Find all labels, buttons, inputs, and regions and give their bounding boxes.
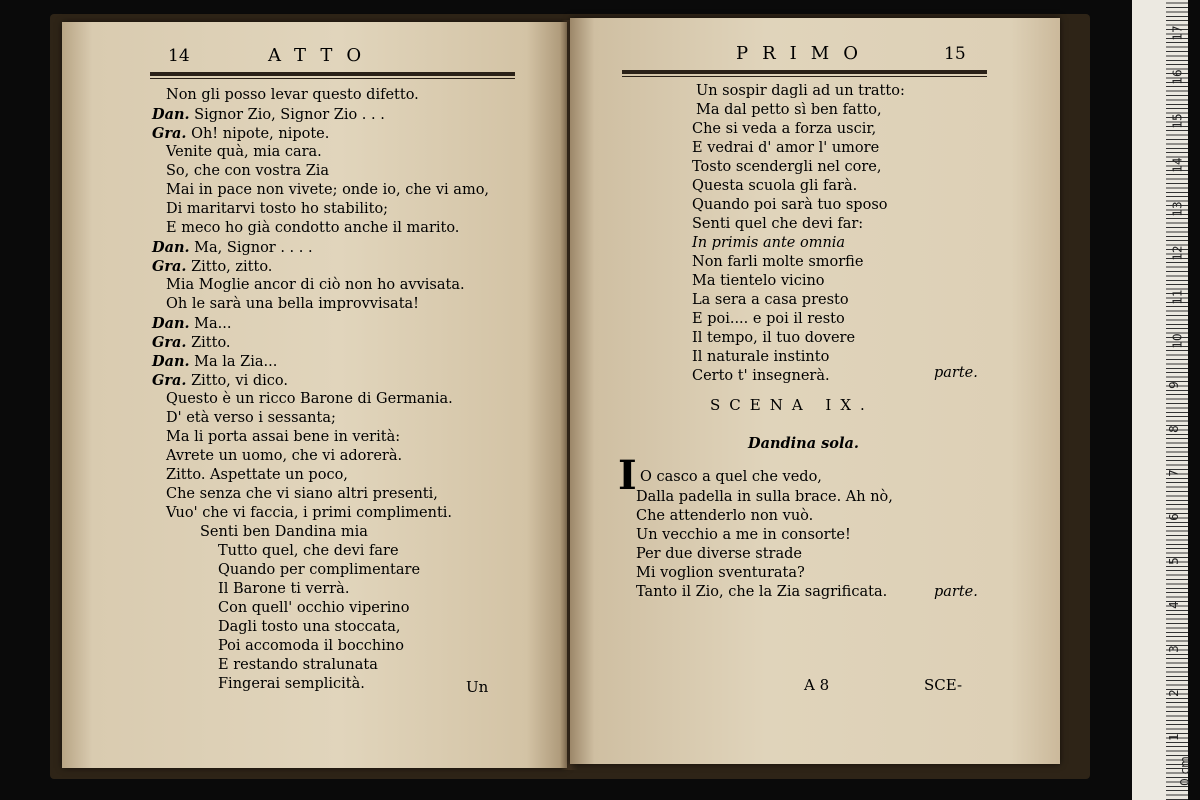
ruler-number: 7 xyxy=(1166,469,1181,477)
ruler-number: 14 xyxy=(1170,157,1185,173)
verse-line: Gra. Zitto, zitto. xyxy=(152,258,273,275)
speaker-label: Gra. xyxy=(152,372,187,389)
verse-line: Oh le sarà una bella improvvisata! xyxy=(166,296,419,312)
signature-mark: A 8 xyxy=(804,676,830,694)
verse-line: La sera a casa presto xyxy=(692,292,849,308)
verse-line: Zitto. Aspettate un poco, xyxy=(166,467,348,483)
verse-line: Non farli molte smorfie xyxy=(692,254,864,270)
verse-line: Senti quel che devi far: xyxy=(692,216,864,232)
verse-line: Dan. Ma... xyxy=(152,315,232,332)
ruler-number: 5 xyxy=(1166,557,1181,565)
verse-line: Questa scuola gli farà. xyxy=(692,178,858,194)
verse-line: Ma tientelo vicino xyxy=(692,273,825,289)
verse-line: E vedrai d' amor l' umore xyxy=(692,140,880,156)
verse-line: In primis ante omnia xyxy=(692,235,846,251)
verse-line: Gra. Zitto. xyxy=(152,334,231,351)
verse-line: Dan. Ma la Zia... xyxy=(152,353,278,370)
scene-subtitle: Dandina sola. xyxy=(748,435,859,452)
verse-line: Vuo' che vi faccia, i primi complimenti. xyxy=(166,505,453,521)
verse-line: Per due diverse strade xyxy=(636,546,802,562)
verse-line: So, che con vostra Zia xyxy=(166,163,330,179)
left-running-header: ATTO xyxy=(268,45,376,66)
verse-line: Poi accomoda il bocchino xyxy=(218,638,404,654)
ruler-number: 16 xyxy=(1170,69,1185,85)
verse-line: Tanto il Zio, che la Zia sagrificata. xyxy=(636,584,888,600)
verse-line: Dan. Signor Zio, Signor Zio . . . xyxy=(152,106,385,123)
right-catchword: SCE- xyxy=(924,676,963,694)
left-header-rule xyxy=(150,72,515,76)
scene-title: SCENA IX. xyxy=(710,396,874,414)
speaker-label: Gra. xyxy=(152,334,187,351)
ruler-number: 1 xyxy=(1166,733,1181,741)
verse-line: Il naturale instinto xyxy=(692,349,830,365)
speaker-label: Dan. xyxy=(152,315,190,332)
ruler-number: 6 xyxy=(1166,513,1181,521)
verse-line: Quando per complimentare xyxy=(218,562,421,578)
verse-line: Che senza che vi siano altri presenti, xyxy=(166,486,438,502)
verse-line: Avrete un uomo, che vi adorerà. xyxy=(166,448,403,464)
right-page-number: 15 xyxy=(944,44,966,64)
ruler-number: 2 xyxy=(1166,689,1181,697)
ruler-face xyxy=(1132,0,1166,800)
verse-line: Un vecchio a me in consorte! xyxy=(636,527,851,543)
verse-line: Dan. Ma, Signor . . . . xyxy=(152,239,313,256)
verse-line: Gra. Oh! nipote, nipote. xyxy=(152,125,330,142)
left-header-rule-thin xyxy=(150,78,515,79)
verse-line: Tosto scendergli nel core, xyxy=(692,159,882,175)
verse-line: D' età verso i sessanta; xyxy=(166,410,336,426)
verse-line: Mi voglion sventurata? xyxy=(636,565,805,581)
ruler-number: 10 xyxy=(1170,333,1185,349)
right-running-header: PRIMO xyxy=(736,43,872,64)
verse-line: Ma li porta assai bene in verità: xyxy=(166,429,401,445)
exit-note: parte. xyxy=(934,365,978,381)
verse-line: E poi.... e poi il resto xyxy=(692,311,845,327)
verse-line: Non gli posso levar questo difetto. xyxy=(166,87,419,103)
verse-line: Che si veda a forza uscir, xyxy=(692,121,877,137)
speaker-label: Dan. xyxy=(152,353,190,370)
exit-note: parte. xyxy=(934,584,978,600)
ruler-number: 4 xyxy=(1166,601,1181,609)
ruler-number: 12 xyxy=(1170,245,1185,261)
verse-line: Con quell' occhio viperino xyxy=(218,600,410,616)
left-page-number: 14 xyxy=(168,46,190,66)
verse-line: Di maritarvi tosto ho stabilito; xyxy=(166,201,389,217)
ruler-number: 17 xyxy=(1170,25,1185,41)
left-catchword: Un xyxy=(466,678,489,696)
verse-line: Dalla padella in sulla brace. Ah nò, xyxy=(636,489,893,505)
verse-line: Fingerai semplicità. xyxy=(218,676,365,692)
verse-line: Un sospir dagli ad un tratto: xyxy=(696,83,905,99)
verse-line: Quando poi sarà tuo sposo xyxy=(692,197,888,213)
drop-cap: I xyxy=(618,452,637,499)
speaker-label: Gra. xyxy=(152,258,187,275)
verse-line: Che attenderlo non vuò. xyxy=(636,508,814,524)
verse-line: Mai in pace non vivete; onde io, che vi amo, xyxy=(166,182,490,198)
ruler-number: 11 xyxy=(1170,289,1185,305)
right-header-rule xyxy=(622,70,987,74)
speaker-label: Dan. xyxy=(152,106,190,123)
verse-line: Tutto quel, che devi fare xyxy=(218,543,399,559)
ruler-number: 3 xyxy=(1166,645,1181,653)
verse-line: Dagli tosto una stoccata, xyxy=(218,619,401,635)
ruler-number: 15 xyxy=(1170,113,1185,129)
verse-line: Il Barone ti verrà. xyxy=(218,581,350,597)
verse-line: O casco a quel che vedo, xyxy=(640,469,822,485)
ruler-number: 13 xyxy=(1170,201,1185,217)
verse-line: E meco ho già condotto anche il marito. xyxy=(166,220,460,236)
right-header-rule-thin xyxy=(622,76,987,77)
verse-line: Questo è un ricco Barone di Germania. xyxy=(166,391,453,407)
verse-line: Senti ben Dandina mia xyxy=(200,524,368,540)
ruler-number: 8 xyxy=(1166,425,1181,433)
verse-line: E restando stralunata xyxy=(218,657,378,673)
ruler-number: 9 xyxy=(1166,381,1181,389)
speaker-label: Dan. xyxy=(152,239,190,256)
ruler-number: 0 cm xyxy=(1177,756,1192,786)
verse-line: Mia Moglie ancor di ciò non ho avvisata. xyxy=(166,277,465,293)
verse-line: Ma dal petto sì ben fatto, xyxy=(696,102,882,118)
verse-line: Il tempo, il tuo dovere xyxy=(692,330,856,346)
speaker-label: Gra. xyxy=(152,125,187,142)
verse-line: Certo t' insegnerà. xyxy=(692,368,830,384)
verse-line: Venite quà, mia cara. xyxy=(166,144,322,160)
verse-line: Gra. Zitto, vi dico. xyxy=(152,372,288,389)
